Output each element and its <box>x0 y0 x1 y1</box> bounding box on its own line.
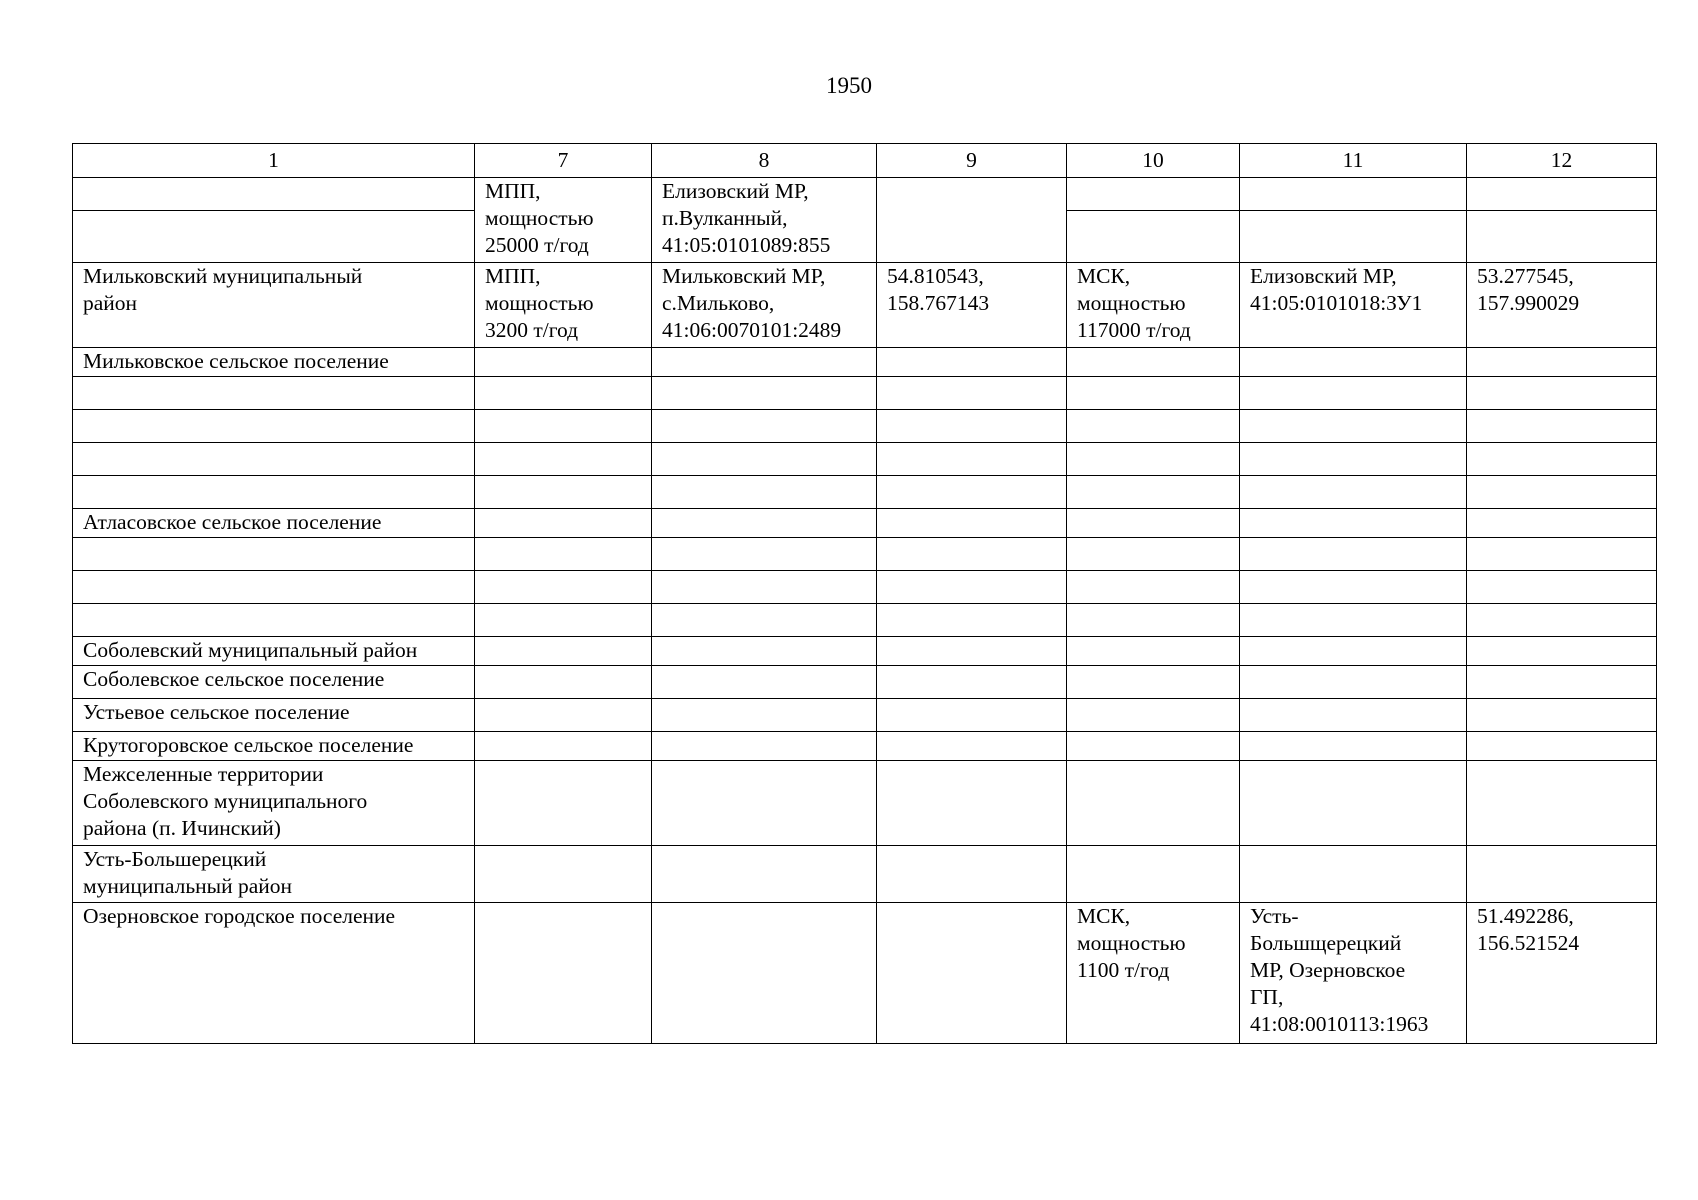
table-row <box>73 571 1657 604</box>
table-cell <box>1067 846 1240 903</box>
cell-line: район <box>83 291 138 315</box>
table-cell <box>1240 348 1467 377</box>
data-table <box>72 143 1657 1044</box>
table-cell: Мильковское сельское поселение <box>73 348 475 377</box>
table-row <box>73 476 1657 509</box>
table-cell <box>475 846 652 903</box>
table-cell <box>1467 178 1657 211</box>
table-cell <box>1240 263 1467 348</box>
table-cell <box>652 538 877 571</box>
table-row <box>73 178 1657 211</box>
table-cell <box>475 509 652 538</box>
cell-line: Усть-Большерецкий <box>83 847 267 871</box>
table-row <box>73 348 1657 377</box>
table-cell <box>475 348 652 377</box>
table-cell <box>652 410 877 443</box>
table-cell <box>1240 732 1467 761</box>
table-cell <box>1240 637 1467 666</box>
table-cell <box>1067 637 1240 666</box>
table-cell <box>1067 699 1240 732</box>
table-cell <box>73 476 475 509</box>
table-cell <box>1240 699 1467 732</box>
cell-line: 41:05:0101018:ЗУ1 <box>1250 291 1423 315</box>
table-cell <box>1067 732 1240 761</box>
table-cell <box>877 509 1067 538</box>
cell-line: мощностью <box>1077 291 1186 315</box>
table-cell <box>1240 211 1467 263</box>
table-row <box>73 604 1657 637</box>
table-cell <box>475 903 652 1044</box>
table-cell <box>1467 538 1657 571</box>
table-cell <box>1240 509 1467 538</box>
table-cell <box>1240 410 1467 443</box>
table-cell <box>475 666 652 699</box>
header-row <box>73 144 1657 178</box>
cell-line: 1100 т/год <box>1077 958 1170 982</box>
table-cell <box>1067 604 1240 637</box>
table-cell <box>877 476 1067 509</box>
table-row <box>73 846 1657 903</box>
cell-line: Елизовский МР, <box>1250 264 1397 288</box>
table-cell <box>652 348 877 377</box>
table-cell <box>877 178 1067 263</box>
table-row <box>73 377 1657 410</box>
table-cell <box>73 263 475 348</box>
table-row <box>73 263 1657 348</box>
table-cell <box>877 538 1067 571</box>
table-cell <box>877 846 1067 903</box>
column-header-12: 12 <box>1467 144 1657 178</box>
table-cell <box>652 604 877 637</box>
table-cell <box>475 761 652 846</box>
table-cell <box>1067 348 1240 377</box>
table-cell <box>1467 903 1657 1044</box>
cell-line: Соболевского муниципального <box>83 789 368 813</box>
table-cell <box>1467 263 1657 348</box>
cell-line: 3200 т/год <box>485 318 579 342</box>
table-cell <box>652 178 877 263</box>
table-cell <box>1467 443 1657 476</box>
table-cell <box>1240 538 1467 571</box>
table-cell <box>73 211 475 263</box>
table-cell <box>1067 410 1240 443</box>
cell-line: Мильковский МР, <box>662 264 826 288</box>
table-cell <box>877 410 1067 443</box>
table-cell <box>1067 666 1240 699</box>
table-cell <box>1240 476 1467 509</box>
table-cell <box>1240 604 1467 637</box>
cell-line: 51.492286, <box>1477 904 1574 928</box>
cell-line: Усть- <box>1250 904 1299 928</box>
table-cell <box>652 571 877 604</box>
column-header-1: 1 <box>73 144 475 178</box>
table-cell <box>475 178 652 263</box>
cell-line: района (п. Ичинский) <box>83 816 281 840</box>
table-cell <box>1067 509 1240 538</box>
table-cell <box>1467 666 1657 699</box>
table-cell <box>652 761 877 846</box>
table-cell <box>475 604 652 637</box>
table-cell <box>1467 604 1657 637</box>
cell-line: МСК, <box>1077 904 1131 928</box>
table-cell <box>1467 410 1657 443</box>
cell-line: мощностью <box>485 291 594 315</box>
table-cell <box>1467 571 1657 604</box>
cell-line: Мильковский муниципальный <box>83 264 363 288</box>
cell-line: с.Мильково, <box>662 291 775 315</box>
table-cell <box>73 443 475 476</box>
column-header-10: 10 <box>1067 144 1240 178</box>
cell-line: Елизовский МР, <box>662 179 809 203</box>
table-cell <box>73 571 475 604</box>
table-cell <box>475 410 652 443</box>
table-cell: Крутогоровское сельское поселение <box>73 732 475 761</box>
column-header-7: 7 <box>475 144 652 178</box>
table-cell <box>1467 732 1657 761</box>
table-cell <box>1240 846 1467 903</box>
table-cell <box>1067 761 1240 846</box>
table-cell <box>652 903 877 1044</box>
table-cell <box>475 699 652 732</box>
table-cell <box>475 538 652 571</box>
table-cell <box>1067 211 1240 263</box>
table-cell: Устьевое сельское поселение <box>73 699 475 732</box>
cell-line: 53.277545, <box>1477 264 1574 288</box>
table-cell <box>877 571 1067 604</box>
table-cell <box>1067 443 1240 476</box>
table-row <box>73 410 1657 443</box>
table-cell <box>1067 571 1240 604</box>
table-row <box>73 732 1657 761</box>
cell-line: Межселенные территории <box>83 762 324 786</box>
table-cell <box>1467 348 1657 377</box>
cell-line: 25000 т/год <box>485 233 589 257</box>
table-cell: Соболевский муниципальный район <box>73 637 475 666</box>
cell-line: ГП, <box>1250 985 1284 1009</box>
table-cell <box>1240 761 1467 846</box>
table-cell <box>1467 761 1657 846</box>
table-cell <box>652 637 877 666</box>
table-cell <box>1467 211 1657 263</box>
table-cell <box>652 846 877 903</box>
table-cell <box>877 761 1067 846</box>
cell-line: 157.990029 <box>1477 291 1580 315</box>
table-cell <box>877 637 1067 666</box>
table-cell <box>1240 377 1467 410</box>
table-row <box>73 761 1657 846</box>
cell-line: 156.521524 <box>1477 931 1580 955</box>
table-cell: Озерновское городское поселение <box>73 903 475 1044</box>
table-cell <box>1067 178 1240 211</box>
table-cell <box>1240 178 1467 211</box>
table-cell <box>1240 666 1467 699</box>
cell-line: 54.810543, <box>887 264 984 288</box>
table-cell <box>652 699 877 732</box>
table-cell <box>1067 903 1240 1044</box>
table-cell <box>475 637 652 666</box>
table-cell <box>73 604 475 637</box>
cell-line: МПП, <box>485 179 541 203</box>
cell-line: 117000 т/год <box>1077 318 1191 342</box>
cell-line: 41:08:0010113:1963 <box>1250 1012 1429 1036</box>
table-cell <box>475 732 652 761</box>
table-cell <box>877 443 1067 476</box>
table-row <box>73 666 1657 699</box>
table-cell <box>1240 571 1467 604</box>
table-row <box>73 538 1657 571</box>
cell-line: 158.767143 <box>887 291 990 315</box>
table-cell <box>652 263 877 348</box>
cell-line: МСК, <box>1077 264 1131 288</box>
cell-line: муниципальный район <box>83 874 293 898</box>
table-cell <box>475 377 652 410</box>
table-cell <box>475 571 652 604</box>
table-cell <box>1467 699 1657 732</box>
table-cell <box>652 377 877 410</box>
column-header-11: 11 <box>1240 144 1467 178</box>
cell-line: 41:05:0101089:855 <box>662 233 831 257</box>
table-cell <box>73 761 475 846</box>
table-cell <box>877 732 1067 761</box>
table-cell <box>73 538 475 571</box>
cell-line: мощностью <box>485 206 594 230</box>
table-cell: Соболевское сельское поселение <box>73 666 475 699</box>
table-cell <box>1467 509 1657 538</box>
cell-line: МПП, <box>485 264 541 288</box>
table-cell: Атласовское сельское поселение <box>73 509 475 538</box>
cell-line: п.Вулканный, <box>662 206 788 230</box>
table-cell <box>652 732 877 761</box>
table-row <box>73 509 1657 538</box>
table-cell <box>1067 476 1240 509</box>
table-cell <box>1240 903 1467 1044</box>
cell-line: Большщерецкий <box>1250 931 1402 955</box>
table-cell <box>475 476 652 509</box>
table-cell <box>652 476 877 509</box>
table-cell <box>73 410 475 443</box>
table-cell <box>1067 377 1240 410</box>
cell-line: мощностью <box>1077 931 1186 955</box>
table-cell <box>1467 637 1657 666</box>
table-cell <box>652 443 877 476</box>
table-cell <box>877 348 1067 377</box>
table-cell <box>475 443 652 476</box>
table-row <box>73 699 1657 732</box>
table-cell <box>73 846 475 903</box>
table-cell <box>1067 538 1240 571</box>
table-cell <box>1467 846 1657 903</box>
column-header-9: 9 <box>877 144 1067 178</box>
table-row <box>73 903 1657 1044</box>
table-cell <box>1467 377 1657 410</box>
table-cell <box>877 263 1067 348</box>
table-cell <box>877 377 1067 410</box>
table-cell <box>1240 443 1467 476</box>
table-cell <box>1467 476 1657 509</box>
table-cell <box>877 903 1067 1044</box>
table-cell <box>73 178 475 211</box>
cell-line: МР, Озерновское <box>1250 958 1406 982</box>
table-cell <box>73 377 475 410</box>
table-cell <box>877 666 1067 699</box>
column-header-8: 8 <box>652 144 877 178</box>
cell-line: 41:06:0070101:2489 <box>662 318 842 342</box>
table-cell <box>475 263 652 348</box>
page-number: 1950 <box>826 73 872 98</box>
table-row <box>73 637 1657 666</box>
table-cell <box>877 604 1067 637</box>
table-cell <box>652 509 877 538</box>
table-cell <box>877 699 1067 732</box>
table-row <box>73 443 1657 476</box>
table-cell <box>1067 263 1240 348</box>
table-cell <box>652 666 877 699</box>
